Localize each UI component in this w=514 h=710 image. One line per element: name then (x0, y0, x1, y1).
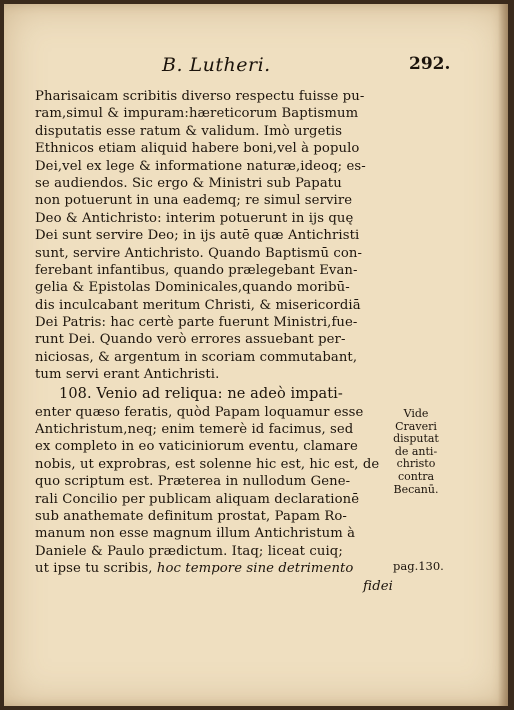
text-line-roman: ut ipse tu scribis, (35, 561, 157, 577)
margin-note-line: contra (397, 469, 435, 483)
margin-note-line: Becanū. (393, 482, 439, 496)
paragraph-start: 108. Venio ad reliqua: ne adeò impati- (59, 385, 343, 402)
running-head: B. Lutheri. (162, 54, 271, 76)
text-line: Antichristum,neq; enim temerè id facimus, sed (35, 422, 354, 438)
text-line: tum servi erant Antichristi. (35, 367, 220, 383)
book-page (4, 4, 508, 706)
margin-note-line: christo (396, 457, 436, 471)
text-line: ram,simul & impuram:hæreticorum Baptismum (35, 106, 359, 122)
text-line: se audiendos. Sic ergo & Ministri sub Papatu (35, 175, 342, 191)
text-line: sub anathemate definitum prostat, Papam Ro- (35, 508, 347, 524)
text-line: ferebant infantibus, quando prælegebant Evan- (35, 262, 358, 278)
text-line: Daniele & Paulo prædictum. Itaq; liceat cuiq; (35, 543, 343, 559)
text-line: gelia & Epistolas Dominicales,quando moribū- (35, 280, 350, 296)
margin-page-reference: pag.130. (393, 559, 444, 573)
margin-note-line: Craveri (395, 419, 437, 433)
text-line: quo scriptum est. Præterea in nullodum Gene- (35, 474, 351, 490)
text-line: nobis, ut exprobras, est solenne hic est, hic est, de (35, 456, 380, 472)
text-line: manum non esse magnum illum Antichristum à (35, 526, 356, 542)
text-line: enter quæso feratis, quòd Papam loquamur esse (35, 404, 364, 420)
text-line: sunt, servire Antichristo. Quando Baptismū con- (35, 245, 363, 261)
text-line: Pharisaicam scribitis diverso respectu fuisse pu- (35, 89, 365, 104)
margin-note (392, 408, 440, 496)
text-line: Dei sunt servire Deo; in ijs autē quæ Antichristi (35, 228, 360, 244)
text-line: Dei,vel ex lege & informatione naturæ,ideoq; es- (35, 158, 366, 174)
body-text (35, 88, 393, 595)
text-line: Deo & Antichristo: interim potuerunt in ijs quę (35, 210, 354, 226)
margin-note-line: disputat (393, 432, 439, 446)
text-line: disputatis esse ratum & validum. Imò urgetis (35, 123, 343, 139)
text-line-italic: hoc tempore sine detrimento (156, 561, 354, 577)
text-line: non potuerunt in una eademq; re simul servire (35, 193, 353, 209)
text-line: dis inculcabant meritum Christi, & misericordiā (35, 297, 361, 313)
text-line (35, 560, 393, 577)
text-line: niciosas, & argentum in scoriam commutabant, (35, 349, 358, 365)
page-number: 292. (409, 54, 451, 74)
catchword: fidei (362, 578, 393, 594)
margin-note-line: de anti- (394, 444, 438, 458)
text-line: rali Concilio per publicam aliquam declarationē (35, 491, 360, 507)
text-line: Dei Patris: hac certè parte fuerunt Ministri,fue- (35, 315, 358, 331)
text-line: ex completo in eo vaticiniorum eventu, clamare (35, 439, 358, 455)
text-line: runt Dei. Quando verò errores assuebant per- (35, 332, 346, 348)
margin-note-line: Vide (403, 407, 429, 420)
text-line: Ethnicos etiam aliquid habere boni,vel à populo (35, 141, 360, 157)
